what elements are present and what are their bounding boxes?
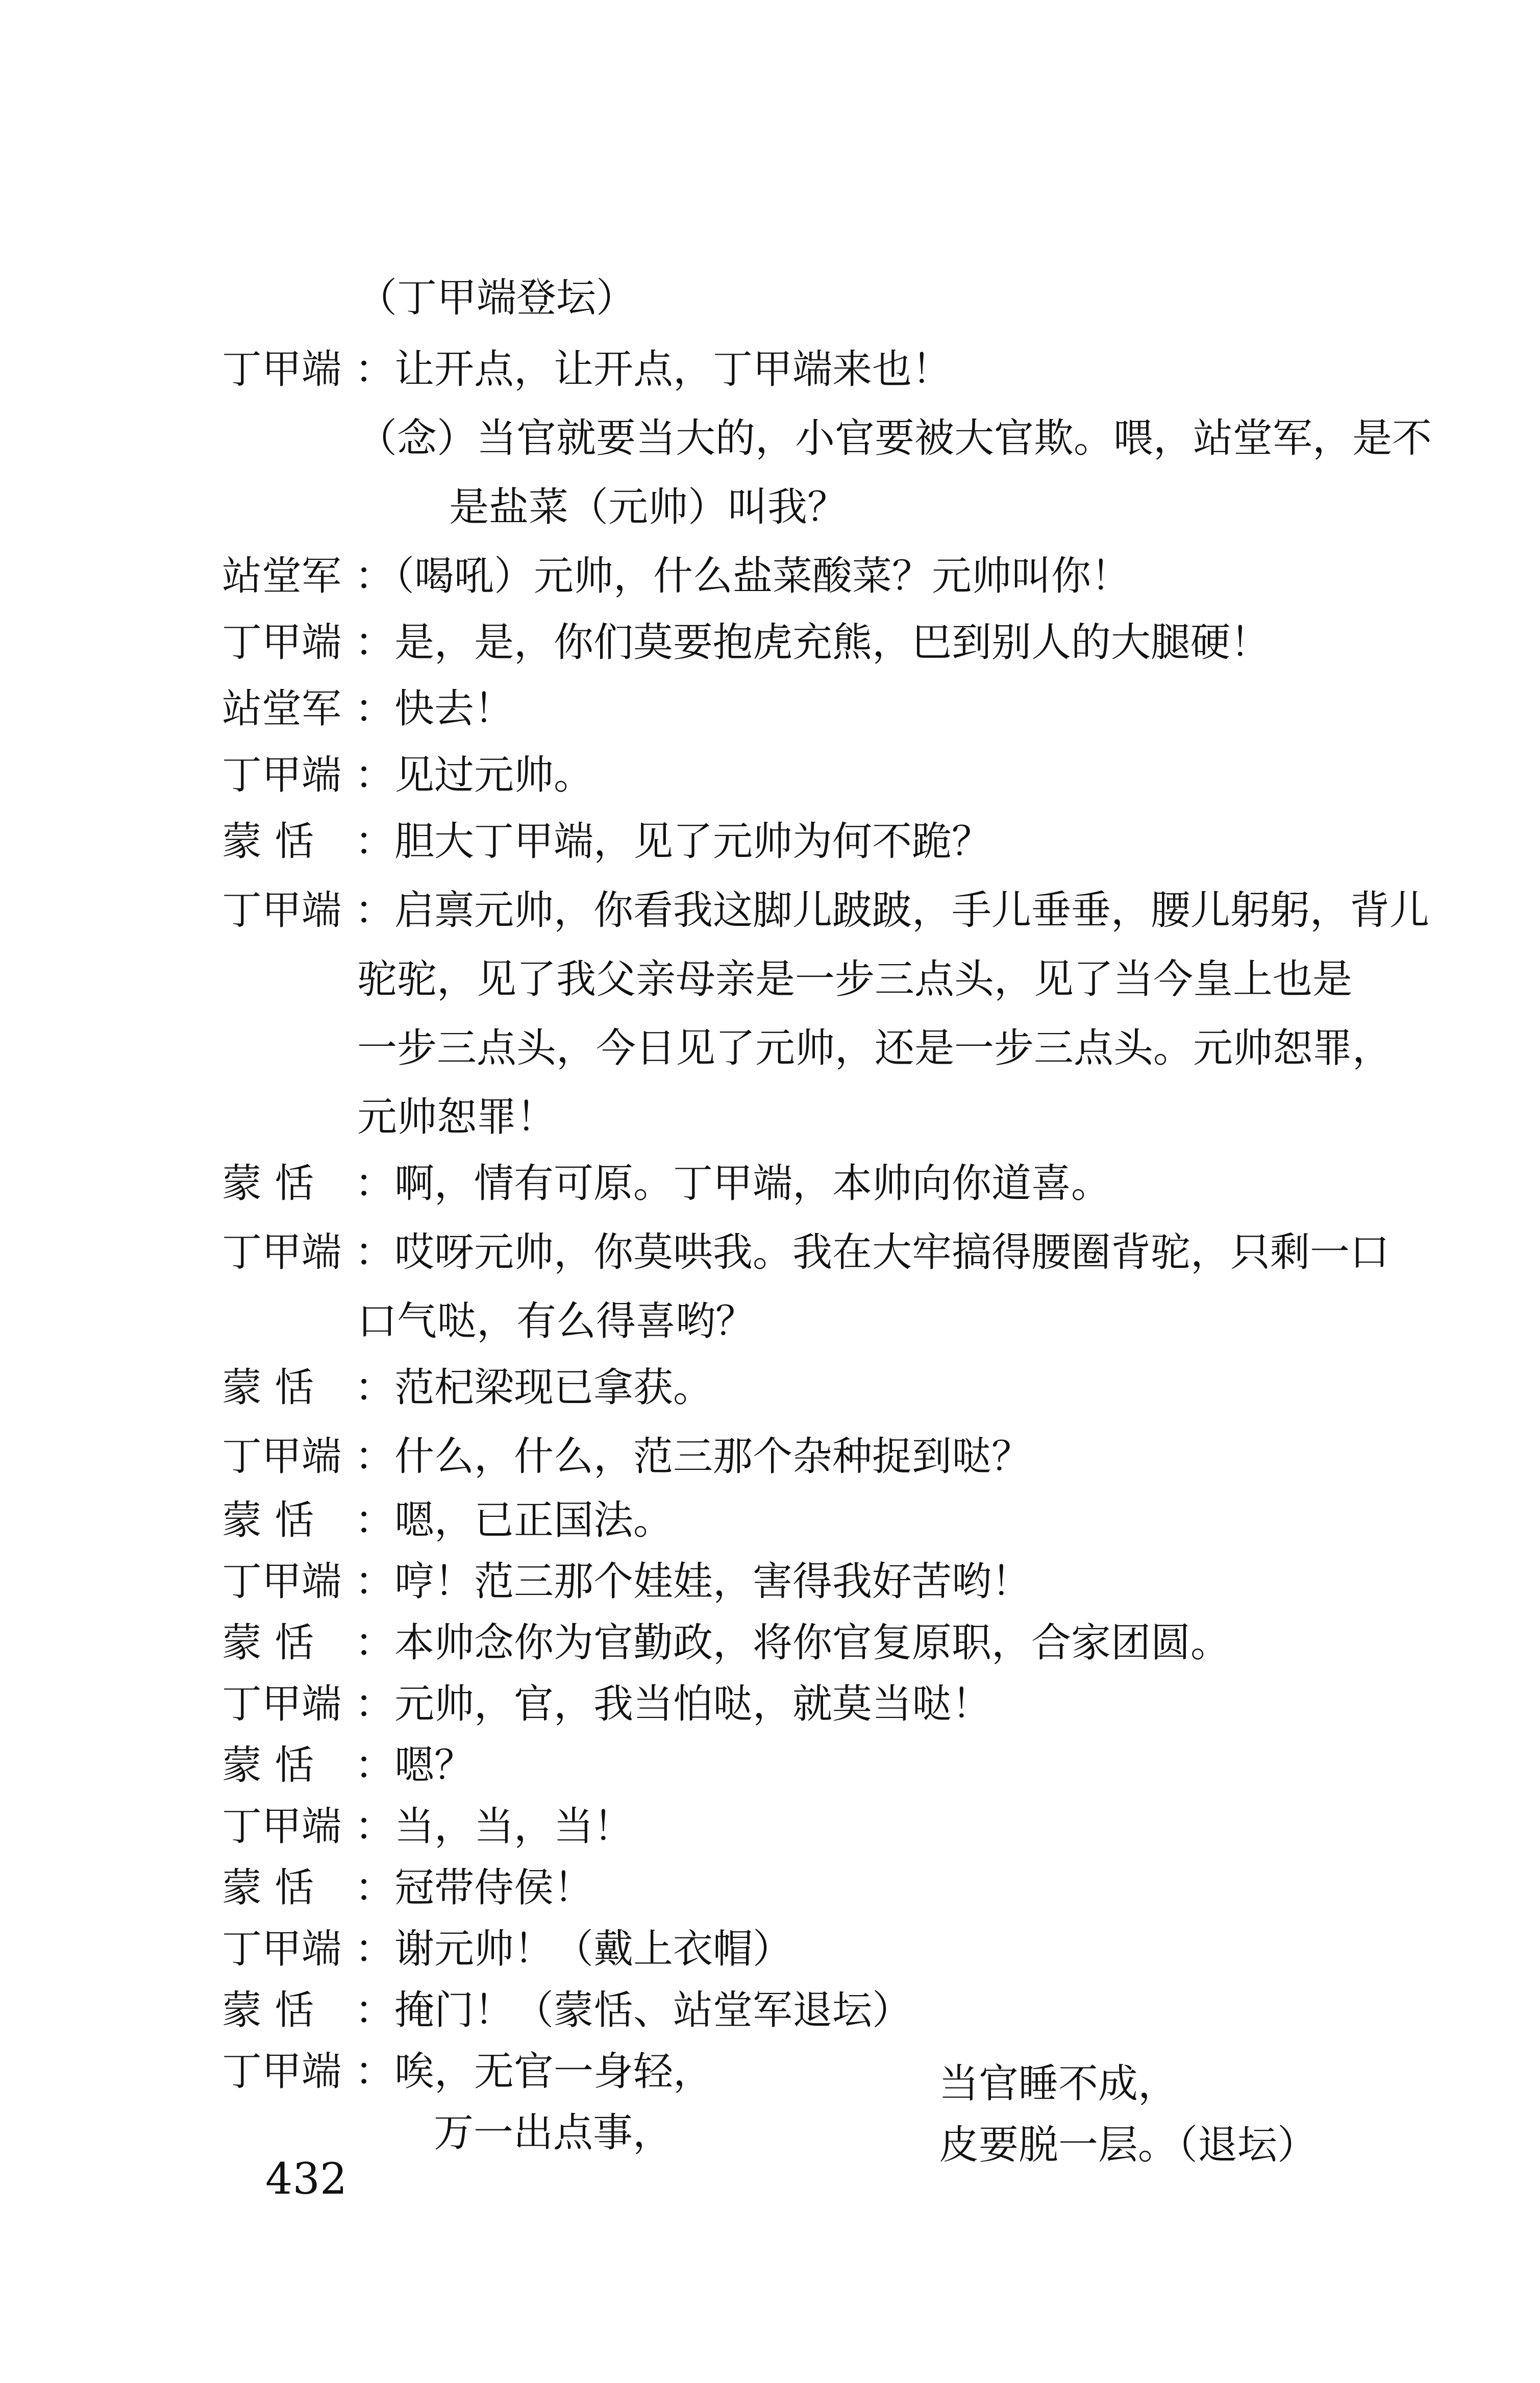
dialogue-continuation: 驼驼，见了我父亲母亲是一步三点头，见了当今皇上也是 <box>357 956 1353 1002</box>
dialogue-line <box>222 1230 1390 1275</box>
dialogue-line <box>222 1559 1032 1605</box>
dialogue-continuation: 是盐菜（元帅）叫我？ <box>449 484 848 530</box>
dialogue-continuation: 一步三点头，今日见了元帅，还是一步三点头。元帅恕罪， <box>357 1025 1393 1071</box>
speaker: 丁甲端 <box>222 1230 342 1275</box>
dialogue-line <box>222 1620 1231 1666</box>
verse-line <box>434 2110 673 2156</box>
speaker: 蒙 恬 <box>222 1742 314 1788</box>
dialogue-line <box>222 1865 594 1911</box>
dialogue-text: ：快去！ <box>355 686 514 732</box>
speaker: 丁甲端 <box>222 347 342 392</box>
dialogue-text: ：元帅，官，我当怕哒，就莫当哒！ <box>355 1681 992 1727</box>
dialogue-text: ：当，当，当！ <box>355 1804 634 1850</box>
dialogue-continuation: 元帅恕罪！ <box>357 1094 557 1140</box>
dialogue-line <box>222 620 1271 666</box>
dialogue-text: ：掩门！（蒙恬、站堂军退坛） <box>355 1987 912 2033</box>
speaker: 站堂军 <box>222 686 342 732</box>
dialogue-text: ：启禀元帅，你看我这脚儿跛跛，手儿垂垂，腰儿躬躬，背儿 <box>355 888 1430 933</box>
dialogue-continuation: 口气哒，有么得喜哟？ <box>357 1298 756 1344</box>
speaker: 蒙 恬 <box>222 1865 314 1911</box>
dialogue-line <box>222 553 1131 599</box>
dialogue-line <box>222 1987 912 2033</box>
dialogue-text: ：哼！范三那个娃娃，害得我好苦哟！ <box>355 1559 1032 1605</box>
dialogue-line <box>222 1681 992 1727</box>
verse-right: 当官睡不成， <box>939 2061 1178 2107</box>
dialogue-line <box>222 752 594 798</box>
dialogue-line <box>222 819 992 865</box>
verse-left: ：唉，无官一身轻， <box>355 2049 713 2095</box>
dialogue-text: ：谢元帅！（戴上衣帽） <box>355 1926 793 1972</box>
speaker: 丁甲端 <box>222 620 342 666</box>
dialogue-continuation: （念）当官就要当大的，小官要被大官欺。喂，站堂军，是不 <box>357 415 1432 461</box>
dialogue-text: ：让开点，让开点，丁甲端来也！ <box>355 347 952 392</box>
dialogue-text: ：本帅念你为官勤政，将你官复原职，合家团圆。 <box>355 1620 1231 1666</box>
dialogue-text: ：范杞梁现已拿获。 <box>355 1365 713 1411</box>
dialogue-text: ：见过元帅。 <box>355 752 594 798</box>
speaker: 蒙 恬 <box>222 819 314 865</box>
speaker: 蒙 恬 <box>222 1497 314 1543</box>
dialogue-line <box>222 1497 674 1543</box>
speaker: 蒙 恬 <box>222 1620 314 1666</box>
speaker: 蒙 恬 <box>222 1987 314 2033</box>
dialogue-line <box>222 1926 793 1972</box>
speaker: 蒙 恬 <box>222 1161 314 1207</box>
stage-direction: （丁甲端登坛） <box>357 275 636 321</box>
dialogue-line <box>222 1742 475 1788</box>
speaker: 丁甲端 <box>222 1926 342 1972</box>
page-number: 432 <box>265 2154 347 2204</box>
dialogue-line <box>222 347 952 392</box>
dialogue-text: ：冠带侍侯！ <box>355 1865 594 1911</box>
speaker: 丁甲端 <box>222 888 342 933</box>
speaker: 丁甲端 <box>222 1681 342 1727</box>
speaker: 丁甲端 <box>222 1434 342 1480</box>
speaker: 丁甲端 <box>222 1559 342 1605</box>
verse-line <box>222 2049 713 2095</box>
dialogue-text: ：嗯，已正国法。 <box>355 1497 674 1543</box>
dialogue-text: ：嗯？ <box>355 1742 475 1788</box>
dialogue-line <box>222 1161 1111 1207</box>
verse-left: 万一出点事， <box>434 2110 673 2156</box>
speaker: 丁甲端 <box>222 2049 342 2095</box>
dialogue-text: ：（喝吼）元帅，什么盐菜酸菜？元帅叫你！ <box>355 553 1131 599</box>
speaker: 丁甲端 <box>222 752 342 798</box>
dialogue-text: ：是，是，你们莫要抱虎充熊，巴到别人的大腿硬！ <box>355 620 1271 666</box>
speaker: 站堂军 <box>222 553 342 599</box>
dialogue-line <box>222 1804 634 1850</box>
dialogue-text: ：胆大丁甲端，见了元帅为何不跪？ <box>355 819 992 865</box>
speaker: 蒙 恬 <box>222 1365 314 1411</box>
dialogue-line <box>222 1434 1032 1480</box>
dialogue-line <box>222 888 1430 933</box>
dialogue-line <box>222 1365 713 1411</box>
dialogue-text: ：啊，情有可原。丁甲端，本帅向你道喜。 <box>355 1161 1111 1207</box>
dialogue-line <box>222 686 514 732</box>
verse-right: 皮要脱一层。（退坛） <box>939 2122 1318 2168</box>
speaker: 丁甲端 <box>222 1804 342 1850</box>
dialogue-text: ：什么，什么，范三那个杂种捉到哒？ <box>355 1434 1032 1480</box>
dialogue-text: ：哎呀元帅，你莫哄我。我在大牢搞得腰圈背驼，只剩一口 <box>355 1230 1390 1275</box>
